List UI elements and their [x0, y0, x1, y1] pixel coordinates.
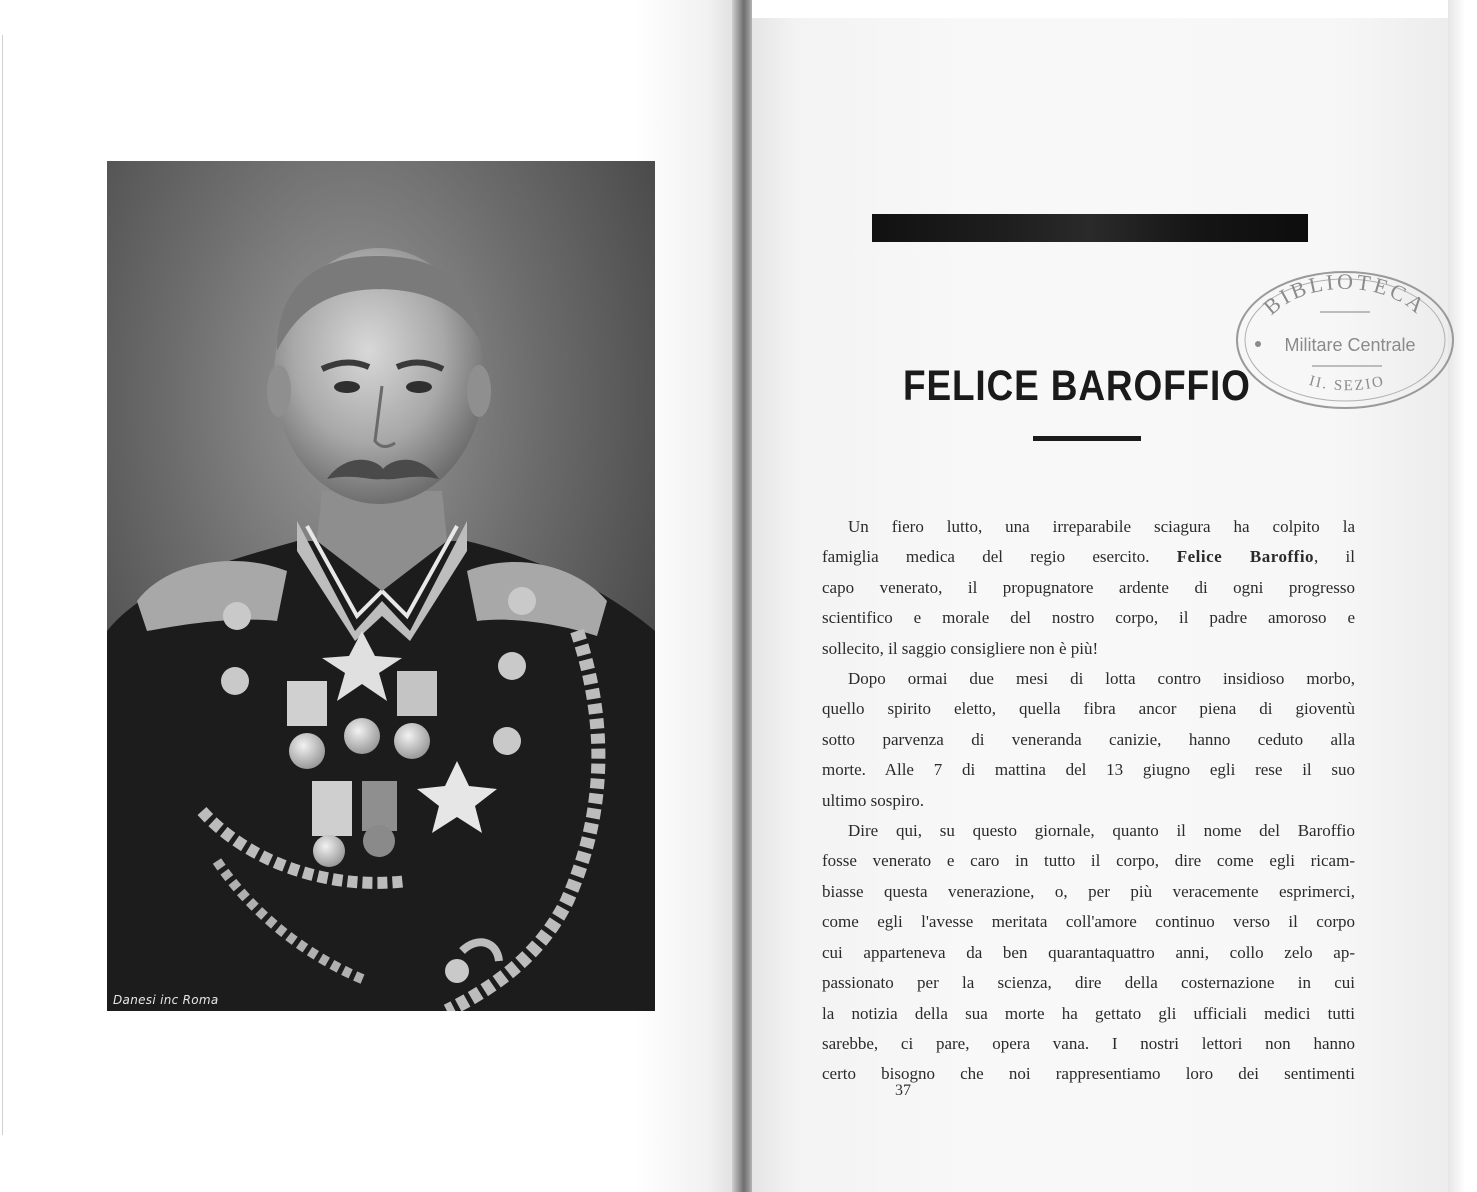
- text-line: biasse questa venerazione, o, per più veracemente esprimerci,: [822, 881, 1355, 901]
- stamp-middle-text: Militare Centrale: [1284, 335, 1416, 355]
- header-ornament-bar: [872, 214, 1308, 242]
- text-line: Dopo ormai due mesi di lotta contro insidioso morbo,: [848, 669, 1355, 689]
- text-line: come egli l'avesse meritata coll'amore continuo verso il corpo: [822, 912, 1355, 932]
- page-edge-line: [2, 35, 3, 1135]
- stamp-bottom-text: II. SEZIO: [1307, 373, 1387, 395]
- svg-text:II. SEZIO: [1307, 373, 1386, 394]
- text-line: Dire qui, su questo giornale, quanto il nome del Baroffio: [848, 821, 1355, 841]
- text-line: morte. Alle 7 di mattina del 13 giugno egli rese il suo: [822, 760, 1355, 780]
- stamp-top-text: BIBLIOTECA: [1258, 268, 1432, 320]
- text-line: quello spirito eletto, quella fibra ancor piena di gioventù: [822, 699, 1355, 719]
- text-line: scientifico e morale del nostro corpo, il padre amoroso e: [822, 608, 1355, 628]
- left-page: [0, 0, 738, 1192]
- text-line: certo bisogno che noi rappresentiamo loro dei sentimenti: [822, 1064, 1355, 1084]
- text-line: ultimo sospiro.: [822, 790, 925, 810]
- title-underline-rule: [1033, 436, 1141, 441]
- text-line: sotto parvenza di veneranda canizie, hanno ceduto alla: [822, 729, 1355, 749]
- text-line: cui apparteneva da ben quarantaquattro anni, collo zelo ap-: [822, 942, 1355, 962]
- text-line: sarebbe, ci pare, opera vana. I nostri lettori non hanno: [822, 1033, 1355, 1053]
- top-page-margin: [752, 0, 1477, 18]
- text-line: Un fiero lutto, una irreparabile sciagura ha colpito la: [848, 517, 1355, 536]
- text-line: la notizia della sua morte ha gettato gli ufficiali medici tutti: [822, 1003, 1355, 1023]
- text-line: famiglia medica del regio esercito. Felice Baroffio, il: [822, 547, 1355, 567]
- portrait-photograph: [107, 161, 655, 1011]
- text-line: sollecito, il saggio consigliere non è più!: [822, 638, 1099, 658]
- article-title: FELICE BAROFFIO: [903, 362, 1251, 410]
- page-number: 37: [895, 1082, 911, 1099]
- portrait-illustration: [107, 161, 655, 1011]
- text-line: passionato per la scienza, dire della costernazione in cui: [822, 973, 1355, 993]
- name-bold: Felice Baroffio: [1176, 547, 1315, 567]
- photo-credit: Danesi inc Roma: [113, 993, 219, 1007]
- text-line: capo venerato, il propugnatore ardente di ogni progresso: [822, 577, 1355, 597]
- right-page-edge: [1448, 0, 1477, 1192]
- library-stamp: [1232, 262, 1458, 412]
- text-line: fosse venerato e caro in tutto il corpo, dire come egli ricam-: [822, 851, 1355, 871]
- article-body: [822, 512, 1355, 1090]
